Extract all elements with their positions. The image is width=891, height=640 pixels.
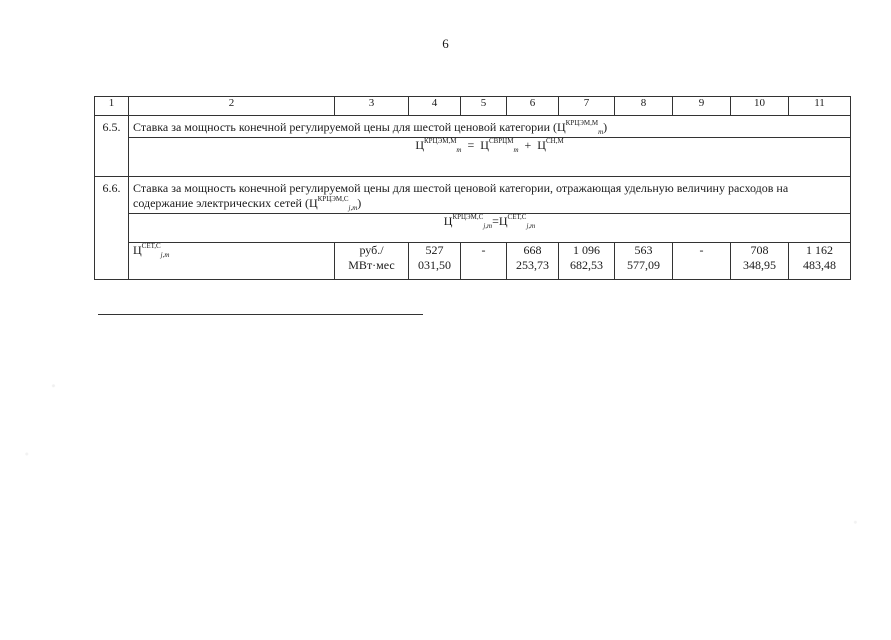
column-number: 11 [789, 97, 851, 116]
page-number: 6 [442, 36, 449, 51]
section-title-text: Ставка за мощность конечной регулируемой цены для шестой ценовой категории, отражающая удельную величину расходов на содержание электрических сетей ( [133, 181, 789, 210]
equals-sign: = [492, 214, 499, 229]
symbol-crcem-c: $Ц^{КРЦЭМ,С}_{j,m}$ [308, 194, 358, 212]
unit-cell: руб./ МВт·мес [335, 243, 409, 280]
value-cell: - [461, 243, 507, 280]
section-6-5-title: Ставка за мощность конечной регулируемой цены для шестой ценовой категории $(Ц^{КРЦЭМ,М}_m)$ [129, 116, 851, 138]
section-6-6-title: Ставка за мощность конечной регулируемой цены для шестой ценовой категории, отражающая удельную величину расходов на содержание электрических сетей $(Ц^{КРЦЭМ,С}_{j,m})$ [129, 177, 851, 214]
parameter-cell [129, 243, 335, 280]
formula-6-5 [129, 138, 851, 177]
formula-lhs: $Ц^{КРЦЭМ,М}_m$ [415, 137, 462, 155]
column-number: 9 [673, 97, 731, 116]
tariff-table [94, 96, 851, 280]
column-number: 8 [615, 97, 673, 116]
column-number: 5 [461, 97, 507, 116]
symbol-crcem-m: $Ц^{КРЦЭМ,М}_m$ [557, 119, 604, 136]
plus-sign: + [524, 138, 532, 153]
column-number-row [95, 97, 851, 116]
section-6-6-formula-row [95, 214, 851, 243]
column-number: 4 [409, 97, 461, 116]
formula-6-6 [129, 214, 851, 243]
section-number: 6.6. [95, 177, 129, 280]
value-cell: 563 577,09 [615, 243, 673, 280]
column-number: 10 [731, 97, 789, 116]
section-title-text: Ставка за мощность конечной регулируемой цены для шестой ценовой категории ( [133, 120, 557, 134]
equals-sign: = [467, 138, 475, 153]
value-cell: 708 348,95 [731, 243, 789, 280]
column-number: 1 [95, 97, 129, 116]
section-6-6-title-row [95, 177, 851, 214]
column-number: 7 [559, 97, 615, 116]
value-cell: 1 096 682,53 [559, 243, 615, 280]
formula-term-svrcm: $Ц^{СВРЦМ}_m$ [480, 137, 519, 155]
formula-lhs: $Ц^{КРЦЭМ,С}_{j,m}$ [443, 213, 493, 231]
scan-background [0, 330, 891, 640]
value-cell: 668 253,73 [507, 243, 559, 280]
value-cell: - [673, 243, 731, 280]
footnote-divider [98, 314, 423, 315]
column-number: 3 [335, 97, 409, 116]
value-cell: 527 031,50 [409, 243, 461, 280]
parameter-symbol: $Ц^{СЕТ,С}_{j,m}$ [133, 242, 170, 260]
table-row [95, 243, 851, 280]
formula-term-snm: $Ц^{СН,М}$ [537, 137, 564, 153]
section-6-5-formula-row [95, 138, 851, 177]
column-number: 6 [507, 97, 559, 116]
value-cell: 1 162 483,48 [789, 243, 851, 280]
section-6-5-title-row [95, 116, 851, 138]
formula-rhs: $Ц^{СЕТ,С}_{j,m}$ [498, 213, 536, 231]
section-number: 6.5. [95, 116, 129, 177]
column-number: 2 [129, 97, 335, 116]
